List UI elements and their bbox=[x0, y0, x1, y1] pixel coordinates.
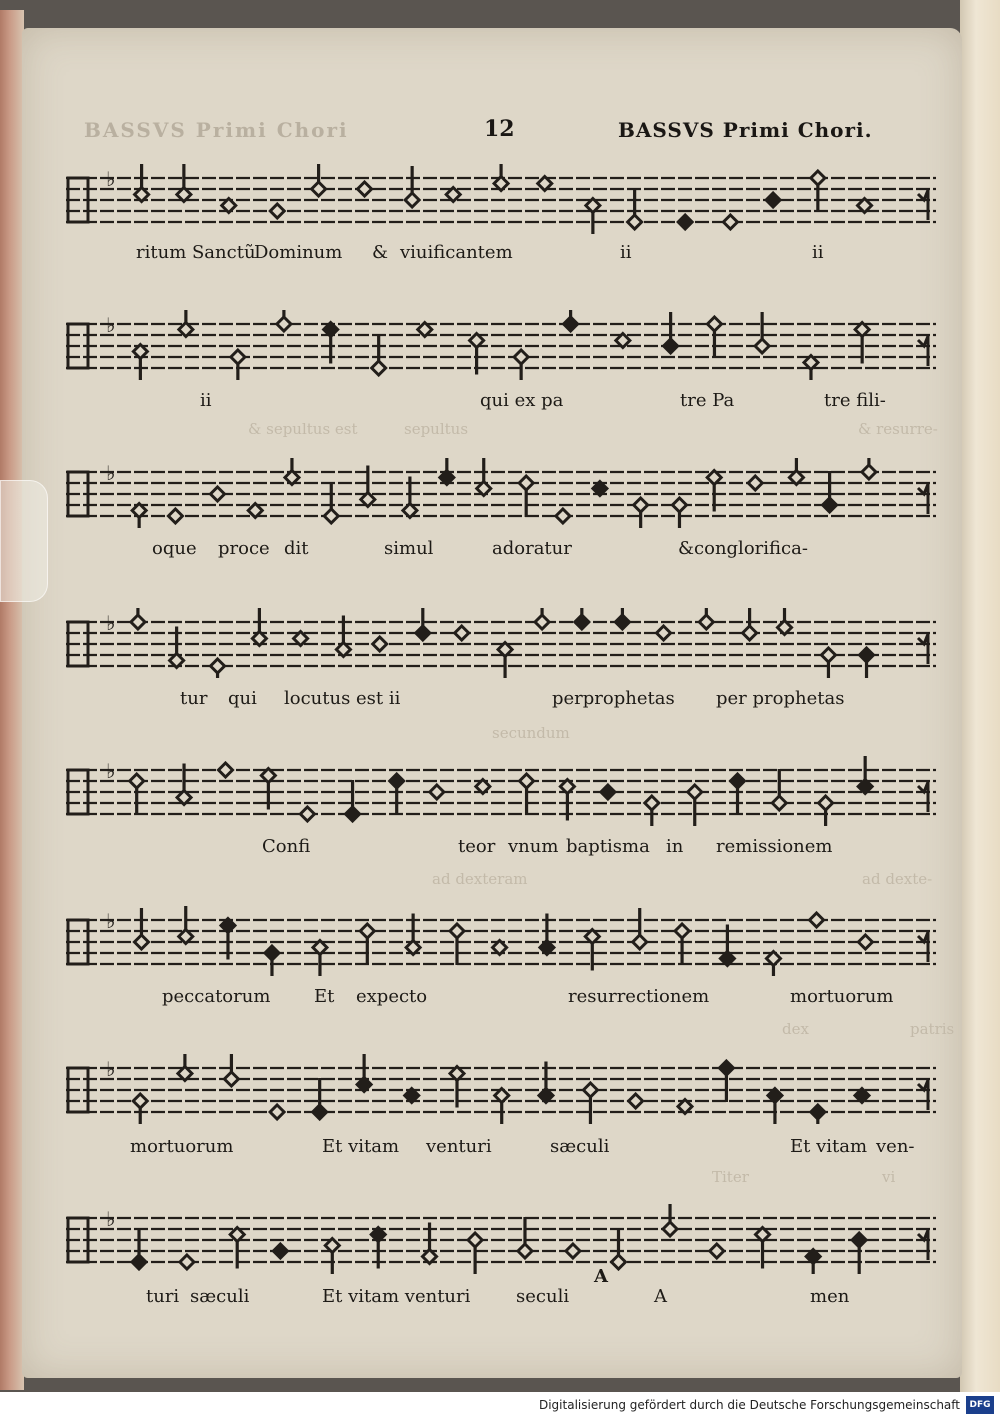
lyric-line-7 bbox=[66, 1136, 936, 1164]
note-head bbox=[134, 908, 148, 949]
staff-8 bbox=[66, 1204, 936, 1274]
lyric-syllable: teor bbox=[458, 836, 496, 857]
lyric-syllable: ii bbox=[200, 390, 212, 411]
lyric-syllable: A bbox=[654, 1286, 667, 1307]
note-head bbox=[313, 941, 327, 977]
note-head bbox=[601, 785, 615, 799]
flat-sign: ♭ bbox=[106, 167, 116, 191]
note-head bbox=[325, 1239, 339, 1275]
note-head bbox=[360, 924, 374, 965]
note-head bbox=[675, 924, 689, 965]
note-head bbox=[133, 345, 147, 381]
lyric-syllable: seculi bbox=[516, 1286, 570, 1307]
note-head bbox=[231, 350, 245, 380]
note-head bbox=[168, 509, 182, 523]
flat-sign: ♭ bbox=[106, 1207, 116, 1231]
note-head bbox=[858, 935, 872, 949]
bleed-through-text: dex bbox=[782, 1020, 809, 1038]
lyric-syllable: locutus bbox=[284, 688, 351, 709]
note-head bbox=[768, 1089, 782, 1125]
flat-sign: ♭ bbox=[106, 1057, 116, 1081]
lyric-syllable: simul bbox=[384, 538, 434, 559]
staff-2 bbox=[66, 310, 936, 380]
custos-mark bbox=[918, 634, 928, 664]
note-head bbox=[766, 193, 780, 207]
note-head bbox=[810, 913, 824, 927]
note-head bbox=[575, 608, 589, 629]
lyric-syllable: tre fili- bbox=[824, 390, 886, 411]
lyric-syllable: qui ex pa bbox=[480, 390, 564, 411]
staff-6 bbox=[66, 906, 936, 976]
lyric-syllable: ii bbox=[812, 242, 824, 263]
note-head bbox=[224, 1054, 238, 1086]
note-head bbox=[373, 637, 387, 651]
footer-bar bbox=[0, 1392, 1000, 1420]
bleed-through-text: ad dexte- bbox=[862, 870, 933, 888]
note-head bbox=[135, 164, 149, 202]
lyric-syllable: Et bbox=[314, 986, 335, 1007]
lyric-syllable: venturi bbox=[426, 1136, 492, 1157]
lyric-syllable: peccatorum bbox=[162, 986, 271, 1007]
note-head bbox=[430, 785, 444, 799]
flat-sign: ♭ bbox=[106, 461, 116, 485]
note-head bbox=[468, 1233, 482, 1274]
lyric-syllable: & bbox=[372, 242, 389, 263]
note-head bbox=[405, 166, 419, 207]
note-head bbox=[133, 1094, 147, 1124]
note-head bbox=[300, 807, 314, 821]
note-head bbox=[772, 769, 786, 810]
note-head bbox=[862, 458, 876, 479]
note-head bbox=[556, 509, 570, 523]
lyric-syllable: adoratur bbox=[492, 538, 572, 559]
note-head bbox=[566, 1244, 580, 1258]
bleed-through-title: BASSVS Primi Chori bbox=[84, 118, 349, 142]
lyric-syllable: &conglorifica- bbox=[678, 538, 808, 559]
custos-mark bbox=[918, 484, 928, 514]
note-head bbox=[270, 204, 284, 218]
lyric-syllable: viuificantem bbox=[400, 242, 513, 263]
lyric-syllable: sæculi bbox=[190, 1286, 250, 1307]
note-head bbox=[719, 1061, 733, 1102]
staff-notation bbox=[66, 756, 936, 826]
bleed-through-text: sepultus bbox=[404, 420, 469, 438]
note-head bbox=[177, 164, 191, 202]
bleed-through-text: ad dexteram bbox=[432, 870, 528, 888]
note-head bbox=[277, 310, 291, 331]
note-head bbox=[270, 1105, 284, 1119]
note-head bbox=[707, 317, 721, 358]
note-head bbox=[519, 476, 533, 517]
lyric-line-3 bbox=[66, 538, 936, 566]
lyric-line-2 bbox=[66, 390, 936, 418]
note-head bbox=[498, 643, 512, 679]
custos-mark bbox=[918, 1080, 928, 1110]
lyric-syllable: mortuorum bbox=[790, 986, 894, 1007]
note-head bbox=[611, 1228, 625, 1269]
note-head bbox=[657, 626, 671, 640]
note-head bbox=[583, 1083, 597, 1124]
lyric-syllable: resurrectionem bbox=[568, 986, 710, 1007]
note-head bbox=[495, 1089, 509, 1125]
lyric-syllable: baptisma bbox=[566, 836, 650, 857]
lyric-syllable: Et vitam bbox=[790, 1136, 868, 1157]
note-head bbox=[211, 487, 225, 501]
flat-sign: ♭ bbox=[106, 611, 116, 635]
lyric-syllable: men bbox=[810, 1286, 850, 1307]
dfg-logo: DFG bbox=[966, 1396, 994, 1414]
lyric-syllable: dit bbox=[284, 538, 309, 559]
note-head bbox=[514, 350, 528, 380]
note-head bbox=[731, 774, 745, 815]
note-head bbox=[450, 924, 464, 965]
note-head bbox=[312, 164, 326, 196]
note-head bbox=[357, 1054, 371, 1092]
lyric-syllable: mortuorum bbox=[130, 1136, 234, 1157]
lyric-syllable: per prophetas bbox=[716, 688, 845, 709]
staff-5 bbox=[66, 756, 936, 826]
bleed-through-text: Titer bbox=[712, 1168, 749, 1186]
lyric-syllable: est ii bbox=[356, 688, 401, 709]
bleed-through-text: & sepultus est bbox=[248, 420, 358, 438]
note-head bbox=[131, 608, 145, 629]
note-head bbox=[748, 476, 762, 490]
note-head bbox=[634, 498, 648, 528]
note-head bbox=[586, 199, 600, 235]
lyric-syllable: tur bbox=[180, 688, 208, 709]
note-head bbox=[710, 1244, 724, 1258]
book-edge-left bbox=[0, 10, 24, 1390]
note-head bbox=[372, 334, 386, 375]
note-head bbox=[211, 659, 225, 678]
lyric-syllable: in bbox=[666, 836, 684, 857]
note-head bbox=[743, 608, 757, 640]
note-head bbox=[358, 182, 372, 196]
note-head bbox=[860, 648, 874, 678]
flat-sign: ♭ bbox=[106, 909, 116, 933]
lyric-syllable: perprophetas bbox=[552, 688, 675, 709]
staff-notation bbox=[66, 310, 936, 380]
note-head bbox=[477, 458, 491, 496]
note-head bbox=[390, 774, 404, 815]
lyric-syllable: ritum Sanctũ bbox=[136, 242, 256, 263]
note-head bbox=[699, 608, 713, 629]
note-head bbox=[819, 796, 833, 826]
running-head bbox=[22, 116, 962, 146]
custos-mark bbox=[918, 336, 928, 366]
note-head bbox=[179, 906, 193, 944]
note-head bbox=[823, 471, 837, 512]
lyric-syllable: oque bbox=[152, 538, 197, 559]
note-head bbox=[755, 312, 769, 353]
staff-notation bbox=[66, 164, 936, 234]
note-head bbox=[130, 774, 144, 815]
lyric-line-4 bbox=[66, 688, 936, 716]
end-mark: A bbox=[594, 1266, 608, 1287]
page-clip bbox=[0, 480, 48, 602]
flat-sign: ♭ bbox=[106, 313, 116, 337]
digitization-credit: Digitalisierung gefördert durch die Deutsche Forschungsgemeinschaft bbox=[538, 1398, 960, 1412]
note-head bbox=[811, 171, 825, 212]
lyric-syllable: qui bbox=[228, 688, 257, 709]
lyric-syllable: expecto bbox=[356, 986, 428, 1007]
lyric-syllable: turi bbox=[146, 1286, 180, 1307]
note-head bbox=[645, 796, 659, 826]
lyric-syllable: Et vitam bbox=[322, 1136, 400, 1157]
bleed-through-text: secundum bbox=[492, 724, 570, 742]
staff-1 bbox=[66, 164, 936, 234]
note-head bbox=[858, 756, 872, 794]
note-head bbox=[564, 310, 578, 331]
lyric-line-6 bbox=[66, 986, 936, 1014]
staff-notation bbox=[66, 458, 936, 528]
staff-notation bbox=[66, 1054, 936, 1124]
note-head bbox=[273, 1244, 287, 1258]
music-page bbox=[22, 28, 962, 1378]
staff-7 bbox=[66, 1054, 936, 1124]
note-head bbox=[265, 946, 279, 976]
lyric-syllable: Confi bbox=[262, 836, 311, 857]
staff-3 bbox=[66, 458, 936, 528]
staff-notation bbox=[66, 906, 936, 976]
note-head bbox=[688, 785, 702, 826]
note-head bbox=[678, 215, 692, 229]
lyric-syllable: vnum bbox=[508, 836, 559, 857]
note-head bbox=[132, 1228, 146, 1269]
note-head bbox=[416, 608, 430, 640]
staff-4 bbox=[66, 608, 936, 678]
note-head bbox=[180, 1255, 194, 1269]
lyric-syllable: sæculi bbox=[550, 1136, 610, 1157]
staff-notation bbox=[66, 1204, 936, 1274]
note-head bbox=[324, 482, 338, 523]
note-head bbox=[252, 608, 266, 646]
note-head bbox=[455, 626, 469, 640]
bleed-through-text: patris bbox=[910, 1020, 955, 1038]
lyric-syllable: proce bbox=[218, 538, 270, 559]
note-head bbox=[663, 1204, 677, 1236]
lyric-syllable: ii bbox=[620, 242, 632, 263]
note-head bbox=[219, 763, 233, 777]
custos-mark bbox=[918, 1230, 928, 1260]
lyric-syllable: tre Pa bbox=[680, 390, 735, 411]
lyric-line-8 bbox=[66, 1286, 936, 1314]
lyric-line-1 bbox=[66, 242, 936, 270]
note-head bbox=[811, 1105, 825, 1124]
note-head bbox=[664, 312, 678, 353]
bleed-through-text: & resurre- bbox=[858, 420, 938, 438]
note-head bbox=[852, 1233, 866, 1274]
custos-mark bbox=[918, 932, 928, 962]
note-head bbox=[672, 498, 686, 528]
lyric-syllable: Dominum bbox=[254, 242, 343, 263]
note-head bbox=[346, 780, 360, 821]
part-title: BASSVS Primi Chori. bbox=[618, 118, 873, 142]
note-head bbox=[821, 648, 835, 678]
note-head bbox=[313, 1078, 327, 1119]
note-head bbox=[535, 608, 549, 629]
note-head bbox=[633, 908, 647, 949]
page-number: 12 bbox=[484, 116, 515, 142]
note-head bbox=[628, 188, 642, 229]
custos-mark bbox=[918, 190, 928, 220]
lyric-syllable: Et vitam venturi bbox=[322, 1286, 471, 1307]
note-head bbox=[723, 215, 737, 229]
flat-sign: ♭ bbox=[106, 759, 116, 783]
staff-notation bbox=[66, 608, 936, 678]
note-head bbox=[518, 1217, 532, 1258]
book-edge-right bbox=[960, 0, 1000, 1392]
note-head bbox=[629, 1094, 643, 1108]
lyric-syllable: remissionem bbox=[716, 836, 833, 857]
lyric-syllable: ven- bbox=[876, 1136, 915, 1157]
note-head bbox=[520, 774, 534, 815]
bleed-through-text: vi bbox=[882, 1168, 896, 1186]
note-head bbox=[615, 608, 629, 629]
lyric-line-5 bbox=[66, 836, 936, 864]
custos-mark bbox=[918, 782, 928, 812]
